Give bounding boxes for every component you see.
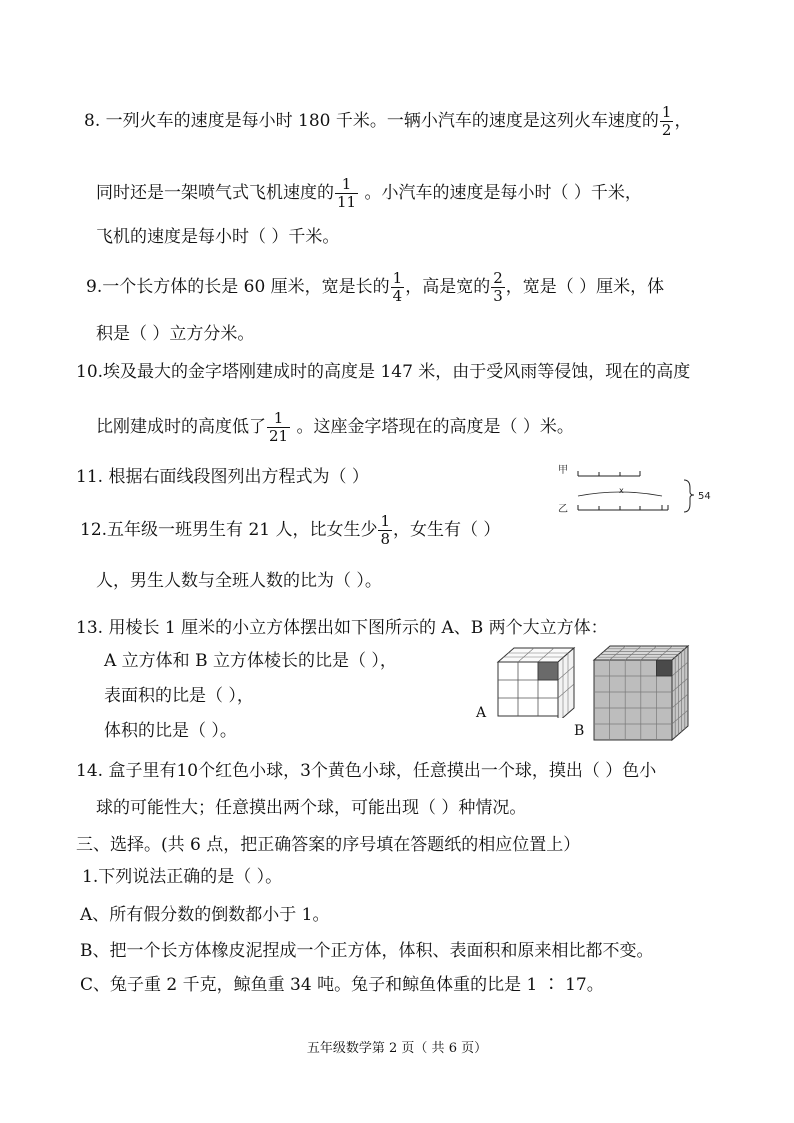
q13-line4: 体积的比是（ ）。 [104, 721, 237, 741]
q10-line2: 比刚建成时的高度低了 $\frac{1}{21}$ 。这座金字塔现在的高度是（ ）米。 [96, 409, 574, 445]
q13-line1: 13. 用棱长 1 厘米的小立方体摆出如下图所示的 A、B 两个大立方体： [76, 618, 608, 638]
q8-fraction-2: $\frac{1}{11}$ [337, 175, 357, 211]
q8-text-b: 同时还是一架喷气式飞机速度的 [96, 183, 334, 203]
section3-option-a: A、所有假分数的倒数都小于 1。 [80, 905, 330, 925]
q9-fraction-1: $\frac{1}{4}$ [392, 269, 403, 305]
q8-line3: 飞机的速度是每小时（ ）千米。 [96, 227, 340, 247]
q9-line2: 积是（ ）立方分米。 [96, 324, 255, 344]
section3-q1: 1.下列说法正确的是（ ）。 [82, 867, 283, 887]
cube-a-label: A [476, 705, 487, 721]
line-segment-diagram [556, 460, 716, 520]
q13-line3: 表面积的比是（ ）， [104, 686, 254, 706]
q13-line2: A 立方体和 B 立方体棱长的比是（ ）， [104, 651, 397, 671]
section3-title: 三、选择。(共 6 点，把正确答案的序号填在答题纸的相应位置上） [76, 835, 581, 855]
page-footer: 五年级数学第 2 页（ 共 6 页） [306, 1041, 488, 1056]
q9-fraction-2: $\frac{2}{3}$ [493, 269, 503, 305]
q8-text-a: 8. 一列火车的速度是每小时 180 千米。一辆小汽车的速度是这列火车速度的 [84, 111, 659, 131]
q12-fraction: $\frac{1}{8}$ [380, 512, 391, 548]
section3-option-c: C、兔子重 2 千克，鲸鱼重 34 吨。兔子和鲸鱼体重的比是 1 ∶ 17。 [80, 975, 604, 995]
q8-text-b2: 。小汽车的速度是每小时（ ）千米， [359, 183, 642, 203]
q11-line: 11. 根据右面线段图列出方程式为（ ） [76, 467, 369, 487]
q12-line1: 12.五年级一班男生有 21 人，比女生少 $\frac{1}{8}$ ，女生有（ ） [80, 512, 501, 548]
q9-line1: 9.一个长方体的长是 60 厘米，宽是长的 $\frac{1}{4}$ ，高是宽的 $\frac{2}{3}$ ，宽是（ ）厘米，体 [86, 269, 665, 305]
diagram-total: 54 [698, 491, 711, 502]
q8-line2 [96, 176, 642, 211]
q10-fraction: $\frac{1}{21}$ [269, 409, 289, 445]
q8-fraction-1: $\frac{1}{2}$ [661, 103, 672, 139]
diagram-label-yi: 乙 [558, 504, 568, 515]
cube-b-label: B [574, 723, 585, 739]
q12-line2: 人，男生人数与全班人数的比为（ ）。 [96, 571, 382, 591]
cube-a-figure [496, 646, 576, 718]
diagram-label-jia: 甲 [558, 465, 568, 476]
section3-option-b: B、把一个长方体橡皮泥捏成一个正方体，体积、表面积和原来相比都不变。 [80, 941, 654, 961]
cube-b-figure [592, 644, 692, 744]
q14-line1: 14. 盒子里有10个红色小球，3个黄色小球，任意摸出一个球，摸出（ ）色小 [76, 761, 657, 781]
q14-line2: 球的可能性大；任意摸出两个球，可能出现（ ）种情况。 [96, 798, 527, 818]
q10-line1: 10.埃及最大的金字塔刚建成时的高度是 147 米，由于受风雨等侵蚀，现在的高度 [76, 362, 691, 382]
diagram-var-x: x [619, 486, 624, 495]
q8-line1: 8. 一列火车的速度是每小时 180 千米。一辆小汽车的速度是这列火车速度的 $\frac{1}{2}$ ， [84, 103, 692, 139]
